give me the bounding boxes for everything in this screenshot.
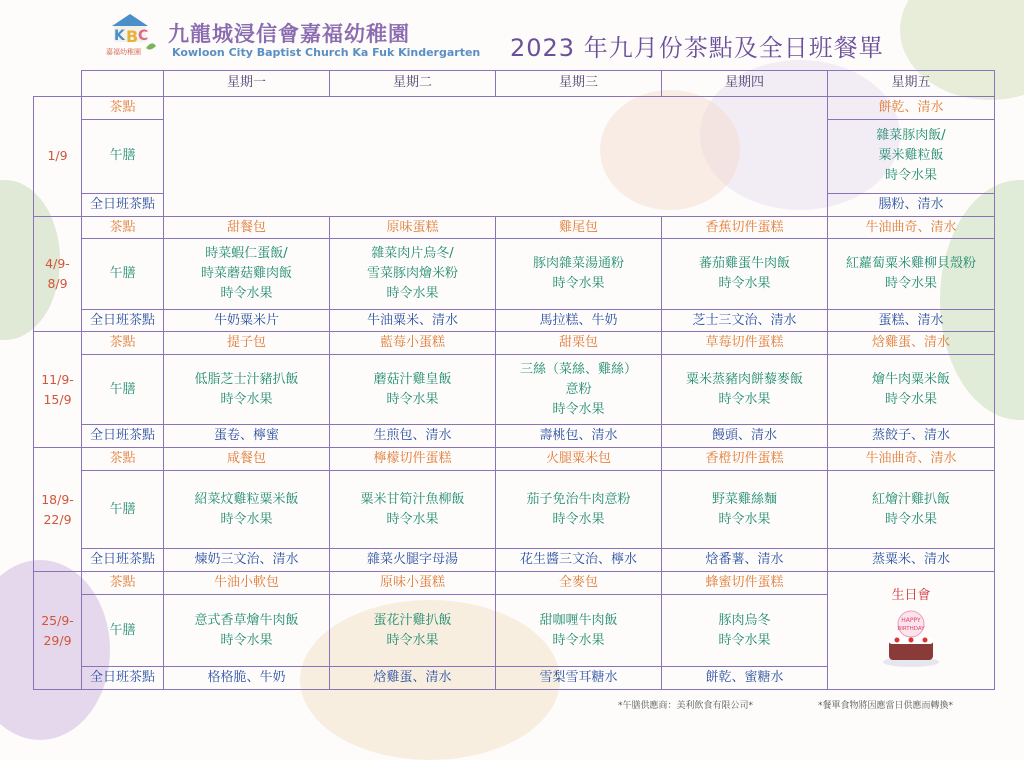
menu-cell	[496, 355, 662, 425]
menu-line: 時菜蘑菇雞肉飯	[200, 266, 292, 282]
row-label-lunch: 午膳	[82, 594, 164, 666]
menu-cell	[828, 355, 995, 425]
menu-cell: 雞尾包	[496, 216, 662, 239]
empty-cell	[164, 96, 828, 216]
menu-cell: 咸餐包	[164, 448, 330, 471]
menu-cell: 甜栗包	[496, 332, 662, 355]
menu-line: 雪菜豚肉燴米粉	[366, 266, 458, 282]
menu-cell: 檸檬切件蛋糕	[330, 448, 496, 471]
menu-cell	[164, 470, 330, 549]
menu-cell: 餅乾、蜜糖水	[662, 667, 828, 690]
menu-line: 4/9-	[45, 256, 70, 272]
menu-line: 18/9-	[41, 491, 74, 507]
menu-cell	[662, 594, 828, 666]
menu-line: 豚肉雜菜湯通粉	[532, 256, 624, 272]
birthday-label: 生日會	[891, 588, 931, 604]
birthday-cake-icon	[879, 610, 943, 668]
menu-line: 時菜蝦仁蛋飯/	[205, 246, 288, 262]
menu-line: 時令水果	[552, 276, 605, 292]
day-header: 星期一	[164, 71, 330, 97]
menu-line: 紅蘿蔔粟米雞柳貝殼粉	[845, 256, 976, 272]
menu-cell	[496, 594, 662, 666]
menu-line: 25/9-	[41, 612, 74, 628]
menu-cell: 牛油粟米、清水	[330, 309, 496, 332]
menu-cell: 牛油曲奇、清水	[828, 216, 995, 239]
menu-cell: 焓雞蛋、清水	[330, 667, 496, 690]
menu-line: 甜咖喱牛肉飯	[539, 612, 618, 628]
row-label-snack: 茶點	[82, 572, 164, 595]
menu-cell: 原味蛋糕	[330, 216, 496, 239]
menu-line: 時令水果	[884, 391, 937, 407]
menu-cell: 壽桃包、清水	[496, 425, 662, 448]
snack-row	[34, 332, 995, 355]
snack-row	[34, 216, 995, 239]
menu-line: 意粉	[565, 381, 592, 397]
menu-cell: 煉奶三文治、清水	[164, 549, 330, 572]
row-label-full: 全日班茶點	[82, 425, 164, 448]
menu-line: 雜菜肉片烏冬/	[371, 246, 454, 262]
snack-row	[34, 572, 995, 595]
row-label-lunch: 午膳	[82, 470, 164, 549]
menu-line: 蘑菇汁雞皇飯	[373, 371, 452, 387]
menu-cell: 蛋卷、檸蜜	[164, 425, 330, 448]
menu-line: 燴牛肉粟米飯	[871, 371, 950, 387]
corner-cell	[82, 71, 164, 97]
school-name-en: Kowloon City Baptist Church Ka Fuk Kindergarten	[172, 46, 481, 59]
menu-line: 野菜雞絲麵	[711, 491, 777, 507]
menu-cell: 牛油小軟包	[164, 572, 330, 595]
menu-line: 時令水果	[386, 511, 439, 527]
day-header-row	[34, 71, 995, 97]
row-label-lunch: 午膳	[82, 355, 164, 425]
menu-cell: 饅頭、清水	[662, 425, 828, 448]
change-note: *餐單食物將因應當日供應而轉換*	[818, 701, 954, 711]
menu-cell	[828, 239, 995, 309]
lunch-row	[34, 239, 995, 309]
week-label	[34, 448, 82, 572]
menu-cell: 火腿粟米包	[496, 448, 662, 471]
menu-cell	[164, 594, 330, 666]
row-label-full: 全日班茶點	[82, 309, 164, 332]
menu-line: 時令水果	[884, 511, 937, 527]
menu-cell: 蒸餃子、清水	[828, 425, 995, 448]
menu-line: 紅燴汁雞扒飯	[871, 491, 950, 507]
menu-table	[33, 70, 995, 690]
menu-line: 時令水果	[552, 511, 605, 527]
menu-cell: 原味小蛋糕	[330, 572, 496, 595]
menu-line: 29/9	[43, 632, 72, 648]
menu-cell: 腸粉、清水	[828, 193, 995, 216]
menu-line: 蕃茄雞蛋牛肉飯	[698, 256, 790, 272]
menu-cell	[662, 355, 828, 425]
menu-line: 時令水果	[718, 391, 771, 407]
day-header: 星期五	[828, 71, 995, 97]
menu-line: 時令水果	[386, 286, 439, 302]
menu-line: 22/9	[43, 511, 72, 527]
school-name-zh: 九龍城浸信會嘉福幼稚園	[168, 22, 410, 46]
day-header: 星期四	[662, 71, 828, 97]
menu-line: 時令水果	[552, 632, 605, 648]
menu-line: 雜菜豚肉飯/	[876, 128, 946, 144]
row-label-lunch: 午膳	[82, 119, 164, 193]
birthday-cell	[828, 572, 995, 690]
supplier-note: *午膳供應商：美利飲食有限公司*	[618, 701, 754, 711]
menu-cell: 藍莓小蛋糕	[330, 332, 496, 355]
menu-line: 意式香草燴牛肉飯	[194, 612, 299, 628]
menu-cell	[330, 355, 496, 425]
menu-cell: 香橙切件蛋糕	[662, 448, 828, 471]
menu-cell: 格格脆、牛奶	[164, 667, 330, 690]
row-label-snack: 茶點	[82, 332, 164, 355]
row-label-full: 全日班茶點	[82, 549, 164, 572]
menu-cell: 草莓切件蛋糕	[662, 332, 828, 355]
menu-line: 時令水果	[884, 168, 937, 184]
menu-line: 時令水果	[220, 391, 273, 407]
menu-line: 低脂芝士汁豬扒飯	[194, 371, 299, 387]
menu-cell: 香蕉切件蛋糕	[662, 216, 828, 239]
week-label	[34, 216, 82, 332]
menu-cell	[828, 470, 995, 549]
menu-line: 豚肉烏冬	[718, 612, 771, 628]
row-label-snack: 茶點	[82, 96, 164, 119]
day-header: 星期二	[330, 71, 496, 97]
menu-cell	[164, 239, 330, 309]
snack-row	[34, 96, 995, 119]
menu-line: 紹菜炆雞粒粟米飯	[194, 491, 299, 507]
menu-cell: 餅乾、清水	[828, 96, 995, 119]
menu-cell	[662, 239, 828, 309]
menu-cell: 甜餐包	[164, 216, 330, 239]
menu-cell	[330, 239, 496, 309]
menu-line: 時令水果	[718, 511, 771, 527]
menu-cell	[496, 470, 662, 549]
menu-cell	[330, 594, 496, 666]
menu-cell	[330, 470, 496, 549]
menu-cell: 花生醬三文治、檸水	[496, 549, 662, 572]
menu-line: 時令水果	[386, 391, 439, 407]
menu-cell: 蜂蜜切件蛋糕	[662, 572, 828, 595]
menu-line: 三絲（菜絲、雞絲）	[519, 361, 637, 377]
menu-line: 時令水果	[718, 632, 771, 648]
header	[0, 0, 1024, 70]
full-day-row	[34, 549, 995, 572]
menu-cell: 雪梨雪耳糖水	[496, 667, 662, 690]
menu-cell: 焓番薯、清水	[662, 549, 828, 572]
svg-text:C: C	[138, 28, 149, 44]
menu-cell: 牛奶粟米片	[164, 309, 330, 332]
menu-cell: 焓雞蛋、清水	[828, 332, 995, 355]
menu-line: 時令水果	[220, 511, 273, 527]
logo-text: 嘉福幼稚園	[106, 48, 141, 56]
menu-line: 粟米蒸豬肉餅藜麥飯	[685, 371, 803, 387]
svg-text:B: B	[126, 27, 139, 46]
row-label-full: 全日班茶點	[82, 193, 164, 216]
menu-cell: 牛油曲奇、清水	[828, 448, 995, 471]
school-logo	[102, 12, 158, 62]
full-day-row	[34, 425, 995, 448]
lunch-row	[34, 355, 995, 425]
menu-line: 時令水果	[718, 276, 771, 292]
week-label: 1/9	[34, 96, 82, 216]
row-label-snack: 茶點	[82, 448, 164, 471]
menu-cell: 蛋糕、清水	[828, 309, 995, 332]
menu-cell: 生煎包、清水	[330, 425, 496, 448]
week-label	[34, 572, 82, 690]
menu-cell: 蒸粟米、清水	[828, 549, 995, 572]
row-label-lunch: 午膳	[82, 239, 164, 309]
menu-line: 8/9	[47, 276, 68, 292]
menu-line: 時令水果	[884, 276, 937, 292]
cake-text: BIRTHDAY	[897, 626, 925, 633]
menu-line: 茄子免治牛肉意粉	[526, 491, 631, 507]
svg-text:K: K	[114, 28, 125, 44]
menu-cell: 芝士三文治、清水	[662, 309, 828, 332]
row-label-snack: 茶點	[82, 216, 164, 239]
day-header: 星期三	[496, 71, 662, 97]
menu-cell: 全麥包	[496, 572, 662, 595]
menu-line: 時令水果	[386, 632, 439, 648]
menu-cell	[164, 355, 330, 425]
menu-line: 時令水果	[220, 632, 273, 648]
menu-cell	[496, 239, 662, 309]
snack-row	[34, 448, 995, 471]
menu-cell: 提子包	[164, 332, 330, 355]
menu-line: 11/9-	[41, 371, 74, 387]
menu-cell	[828, 119, 995, 193]
menu-cell	[662, 470, 828, 549]
week-label	[34, 332, 82, 448]
row-label-full: 全日班茶點	[82, 667, 164, 690]
menu-cell: 馬拉糕、牛奶	[496, 309, 662, 332]
menu-cell: 雜菜火腿字母湯	[330, 549, 496, 572]
menu-line: 粟米雞粒飯	[878, 148, 944, 164]
corner-cell	[34, 71, 82, 97]
cake-text: HAPPY	[901, 617, 921, 625]
page-title: 2023 年九月份茶點及全日班餐單	[510, 34, 884, 62]
menu-line: 蛋花汁雞扒飯	[373, 612, 452, 628]
lunch-row	[34, 470, 995, 549]
menu-line: 15/9	[43, 391, 72, 407]
menu-line: 時令水果	[220, 286, 273, 302]
menu-line: 粟米甘筍汁魚柳飯	[360, 491, 465, 507]
full-day-row	[34, 309, 995, 332]
menu-line: 時令水果	[552, 401, 605, 417]
